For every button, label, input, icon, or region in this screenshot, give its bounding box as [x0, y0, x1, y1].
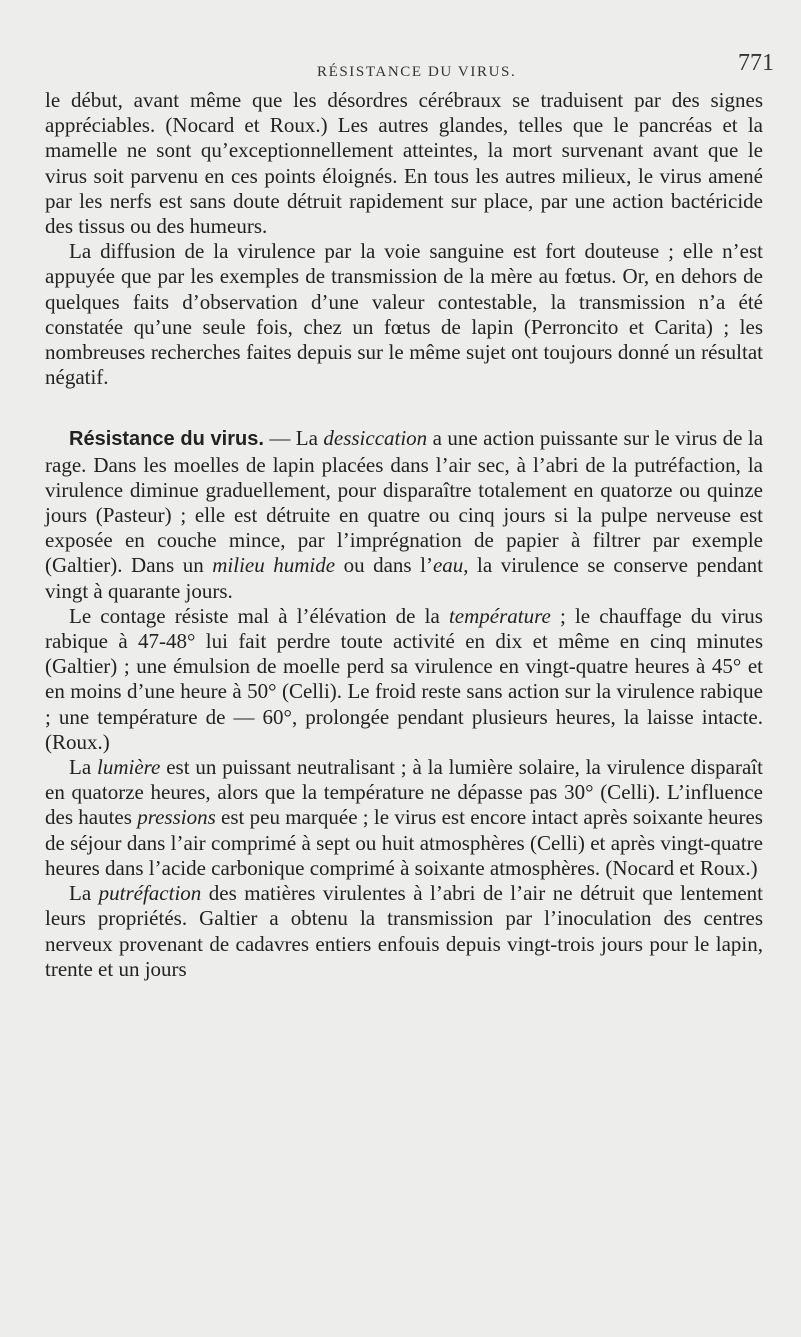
text-run: , la virulence se conserve pendant vingt à quarante jours.: [45, 553, 763, 603]
paragraph-temperature: [45, 604, 763, 755]
italic-term: putréfaction: [98, 881, 202, 906]
text-run: — La: [263, 426, 324, 451]
italic-term: dessiccation: [323, 426, 428, 451]
italic-term: eau: [432, 553, 464, 578]
paragraph-light: [45, 755, 763, 881]
paragraph-glands: le début, avant même que les désordres cérébraux se traduisent par des signes appréciables. (Nocard et Roux.) Les autres glandes, telles que le pancréas et la mamelle ne sont qu’exceptionnellement atteintes, la mort survenant avant que le virus soit parvenu en ces points éloignés. En tous les autres milieux, le virus amené par les nerfs est sans doute détruit rapidement sur place, par une action bactéricide des tissus ou des humeurs.: [45, 88, 763, 239]
paragraph-blood-diffusion: La diffusion de la virulence par la voie sanguine est fort douteuse ; elle n’est appuyée que par les exemples de transmission de la mère au fœtus. Or, en dehors de quelques faits d’observation d’une valeur contestable, la transmission n’a été constatée qu’une seule fois, chez un fœtus de lapin (Perroncito et Carita) ; les nombreuses recherches faites depuis sur le même sujet ont toujours donné un résultat négatif.: [45, 239, 763, 390]
page-number: 771: [738, 50, 774, 76]
text-run: ; le chauffage du virus rabique à 47-48° lui fait perdre toute activité en dix et même en cinq minutes (Galtier) ; une émulsion de moelle perd sa virulence en vingt-quatre heures à 45° et en moins d’une heure à 50° (Celli). Le froid reste sans action sur la virulence rabique ; une température de — 60°, prolongée pendant plusieurs heures, la laisse intacte. (Roux.): [45, 603, 763, 754]
body-text: [45, 88, 763, 982]
text-run: La: [69, 881, 99, 906]
text-run: des matières virulentes à l’abri de l’air ne détruit que lentement leurs propriétés. Galtier a obtenu la transmission par l’inoculation des centres nerveux provenant de cadavres entiers enfouis depuis vingt-trois jours pour le lapin, trente et un jours: [45, 881, 763, 981]
text-run: est un puissant neutralisant ; à la lumière solaire, la virulence disparaît en quatorze heures, alors que la température ne dépasse pas 30° (Celli). L’influence des hautes: [45, 755, 763, 830]
italic-term: lumière: [97, 755, 161, 780]
running-title: RÉSISTANCE DU VIRUS.: [317, 64, 517, 80]
section-heading: Résistance du virus.: [69, 428, 264, 451]
paragraph-resistance: [45, 426, 763, 603]
text-run: ou dans l’: [335, 553, 433, 578]
text-run: est peu marquée ; le virus est encore intact après soixante heures de séjour dans l’air comprimé à sept ou huit atmosphères (Celli) et après vingt-quatre heures dans l’acide carbonique comprimé à soixante atmosphères. (Nocard et Roux.): [45, 805, 763, 880]
italic-term: pressions: [137, 805, 216, 830]
page-header: [0, 50, 801, 90]
text-run: a une action puissante sur le virus de la rage. Dans les moelles de lapin placées dans l’air sec, à l’abri de la putréfaction, la virulence diminue graduellement, pour disparaître totalement en quatorze ou quinze jours (Pasteur) ; elle est détruite en quatre ou cinq jours si la pulpe nerveuse est exposée en couche mince, par l’imprégnation de papier à filtrer par exemple (Galtier). Dans un: [45, 426, 764, 578]
text-run: Le contage résiste mal à l’élévation de la: [69, 603, 449, 628]
paragraph-putrefaction: [45, 881, 763, 982]
text-run: La: [69, 755, 97, 780]
italic-term: milieu humide: [212, 553, 336, 578]
italic-term: température: [448, 603, 551, 628]
